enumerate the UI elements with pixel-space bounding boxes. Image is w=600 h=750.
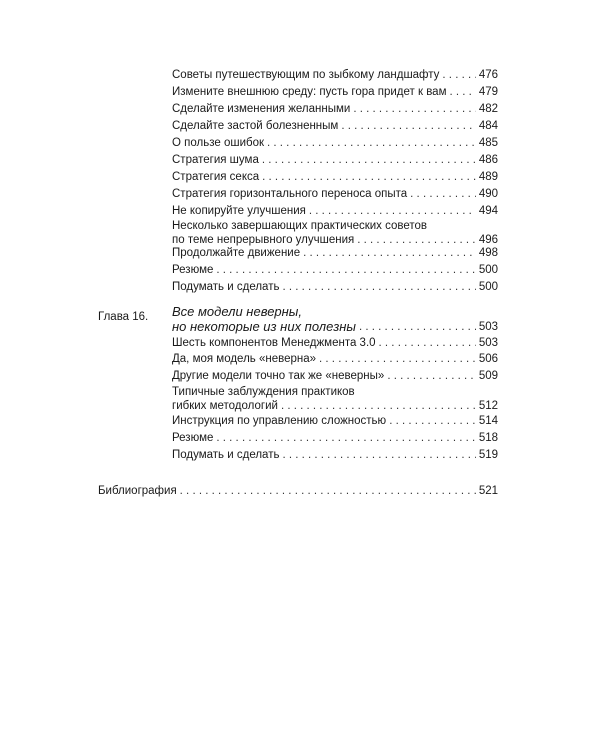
toc-entry-title: Резюме: [172, 432, 214, 444]
dot-leader: [389, 414, 476, 428]
toc-entry-page: 519: [478, 449, 498, 461]
toc-entry[interactable]: [172, 280, 498, 294]
toc-entry[interactable]: [172, 85, 498, 99]
dot-leader: [387, 369, 476, 383]
toc-entry[interactable]: [172, 68, 498, 82]
toc-entry-title: Не копируйте улучшения: [172, 205, 306, 217]
toc-entry-title: Советы путешествующим по зыбкому ландшафту: [172, 69, 440, 81]
toc-entry-page: 484: [478, 120, 498, 132]
toc-entry[interactable]: [172, 431, 498, 445]
dot-leader: [309, 204, 476, 218]
dot-leader: [282, 448, 475, 462]
dot-leader: [281, 399, 476, 413]
toc-entry-title-line1: Несколько завершающих практических советов: [172, 220, 428, 232]
toc-entry-page: 500: [478, 281, 498, 293]
chapter-label: Глава 16.: [98, 311, 149, 323]
toc-entry-page: 500: [478, 264, 498, 276]
bibliography-title: Библиография: [98, 485, 177, 497]
dot-leader: [267, 136, 476, 150]
toc-entry-title: Да, моя модель «неверна»: [172, 353, 317, 365]
toc-entry-title: Подумать и сделать: [172, 281, 280, 293]
dot-leader: [262, 170, 476, 184]
toc-entry-page: 509: [478, 370, 498, 382]
toc-entry-page: 485: [478, 137, 498, 149]
toc-entry-title: Стратегия секса: [172, 171, 260, 183]
toc-entry[interactable]: [172, 448, 498, 462]
toc-entry-title: Стратегия горизонтального переноса опыта: [172, 188, 408, 200]
toc-entry[interactable]: [172, 414, 498, 428]
toc-entry-title: Резюме: [172, 264, 214, 276]
toc-entry-title: О пользе ошибок: [172, 137, 265, 149]
toc-entry-page: 512: [478, 400, 498, 412]
toc-entry-title: Инструкция по управлению сложностью: [172, 415, 387, 427]
toc-entry[interactable]: [172, 119, 498, 133]
toc-entry-page: 489: [478, 171, 498, 183]
toc-entry-page: 506: [478, 353, 498, 365]
dot-leader: [216, 263, 475, 277]
chapter-heading[interactable]: [172, 304, 498, 334]
dot-leader: [442, 68, 475, 82]
dot-leader: [449, 85, 475, 99]
toc-entry-page: 482: [478, 103, 498, 115]
chapter-title-line1: Все модели неверны,: [172, 304, 302, 319]
toc-entry-page: 514: [478, 415, 498, 427]
toc-entry-bibliography[interactable]: [98, 484, 498, 498]
bibliography-page: 521: [478, 485, 498, 497]
toc-entry-title: Продолжайте движение: [172, 247, 301, 259]
dot-leader: [379, 336, 476, 350]
toc-entry-title-line2: гибких методологий: [172, 400, 278, 412]
toc-entry[interactable]: [172, 170, 498, 184]
toc-entry-page: 496: [478, 234, 498, 246]
toc-entry[interactable]: [172, 136, 498, 150]
toc-entry-title: Сделайте застой болезненным: [172, 120, 339, 132]
dot-leader: [341, 119, 475, 133]
dot-leader: [410, 187, 476, 201]
dot-leader: [319, 352, 476, 366]
toc-entry-page: 518: [478, 432, 498, 444]
toc-entry-page: 490: [478, 188, 498, 200]
toc-entry[interactable]: [172, 369, 498, 383]
toc-entry[interactable]: [172, 263, 498, 277]
toc-entry[interactable]: [172, 246, 498, 260]
toc-entry[interactable]: [172, 204, 498, 218]
toc-entry-page: 498: [478, 247, 498, 259]
dot-leader: [282, 280, 475, 294]
toc-entry[interactable]: [172, 219, 498, 247]
toc-entry-page: 486: [478, 154, 498, 166]
toc-entry-page: 494: [478, 205, 498, 217]
toc-entry[interactable]: [172, 385, 498, 413]
toc-entry-title: Шесть компонентов Менеджмента 3.0: [172, 337, 376, 349]
toc-entry[interactable]: [172, 102, 498, 116]
toc-entry-title-line2: по теме непрерывного улучшения: [172, 234, 355, 246]
toc-entry[interactable]: [172, 153, 498, 167]
dot-leader: [180, 484, 476, 498]
toc-entry[interactable]: [172, 336, 498, 350]
dot-leader: [262, 153, 476, 167]
dot-leader: [357, 233, 476, 247]
toc-entry-page: 479: [478, 86, 498, 98]
toc-entry-title-line1: Типичные заблуждения практиков: [172, 386, 355, 398]
toc-entry-title: Стратегия шума: [172, 154, 259, 166]
dot-leader: [303, 246, 476, 260]
toc-entry-page: 476: [478, 69, 498, 81]
toc-entry-title: Измените внешнюю среду: пусть гора придет к вам: [172, 86, 447, 98]
chapter-title-line2: но некоторые из них полезны: [172, 319, 356, 334]
dot-leader: [353, 102, 475, 116]
toc-entry[interactable]: [172, 187, 498, 201]
toc-entry[interactable]: [172, 352, 498, 366]
dot-leader: [359, 320, 476, 334]
toc-entry-title: Подумать и сделать: [172, 449, 280, 461]
toc-entry-page: 503: [478, 337, 498, 349]
toc-entry-title: Другие модели точно так же «неверны»: [172, 370, 385, 382]
dot-leader: [216, 431, 475, 445]
chapter-page: 503: [478, 321, 498, 333]
toc-entry-title: Сделайте изменения желанными: [172, 103, 351, 115]
